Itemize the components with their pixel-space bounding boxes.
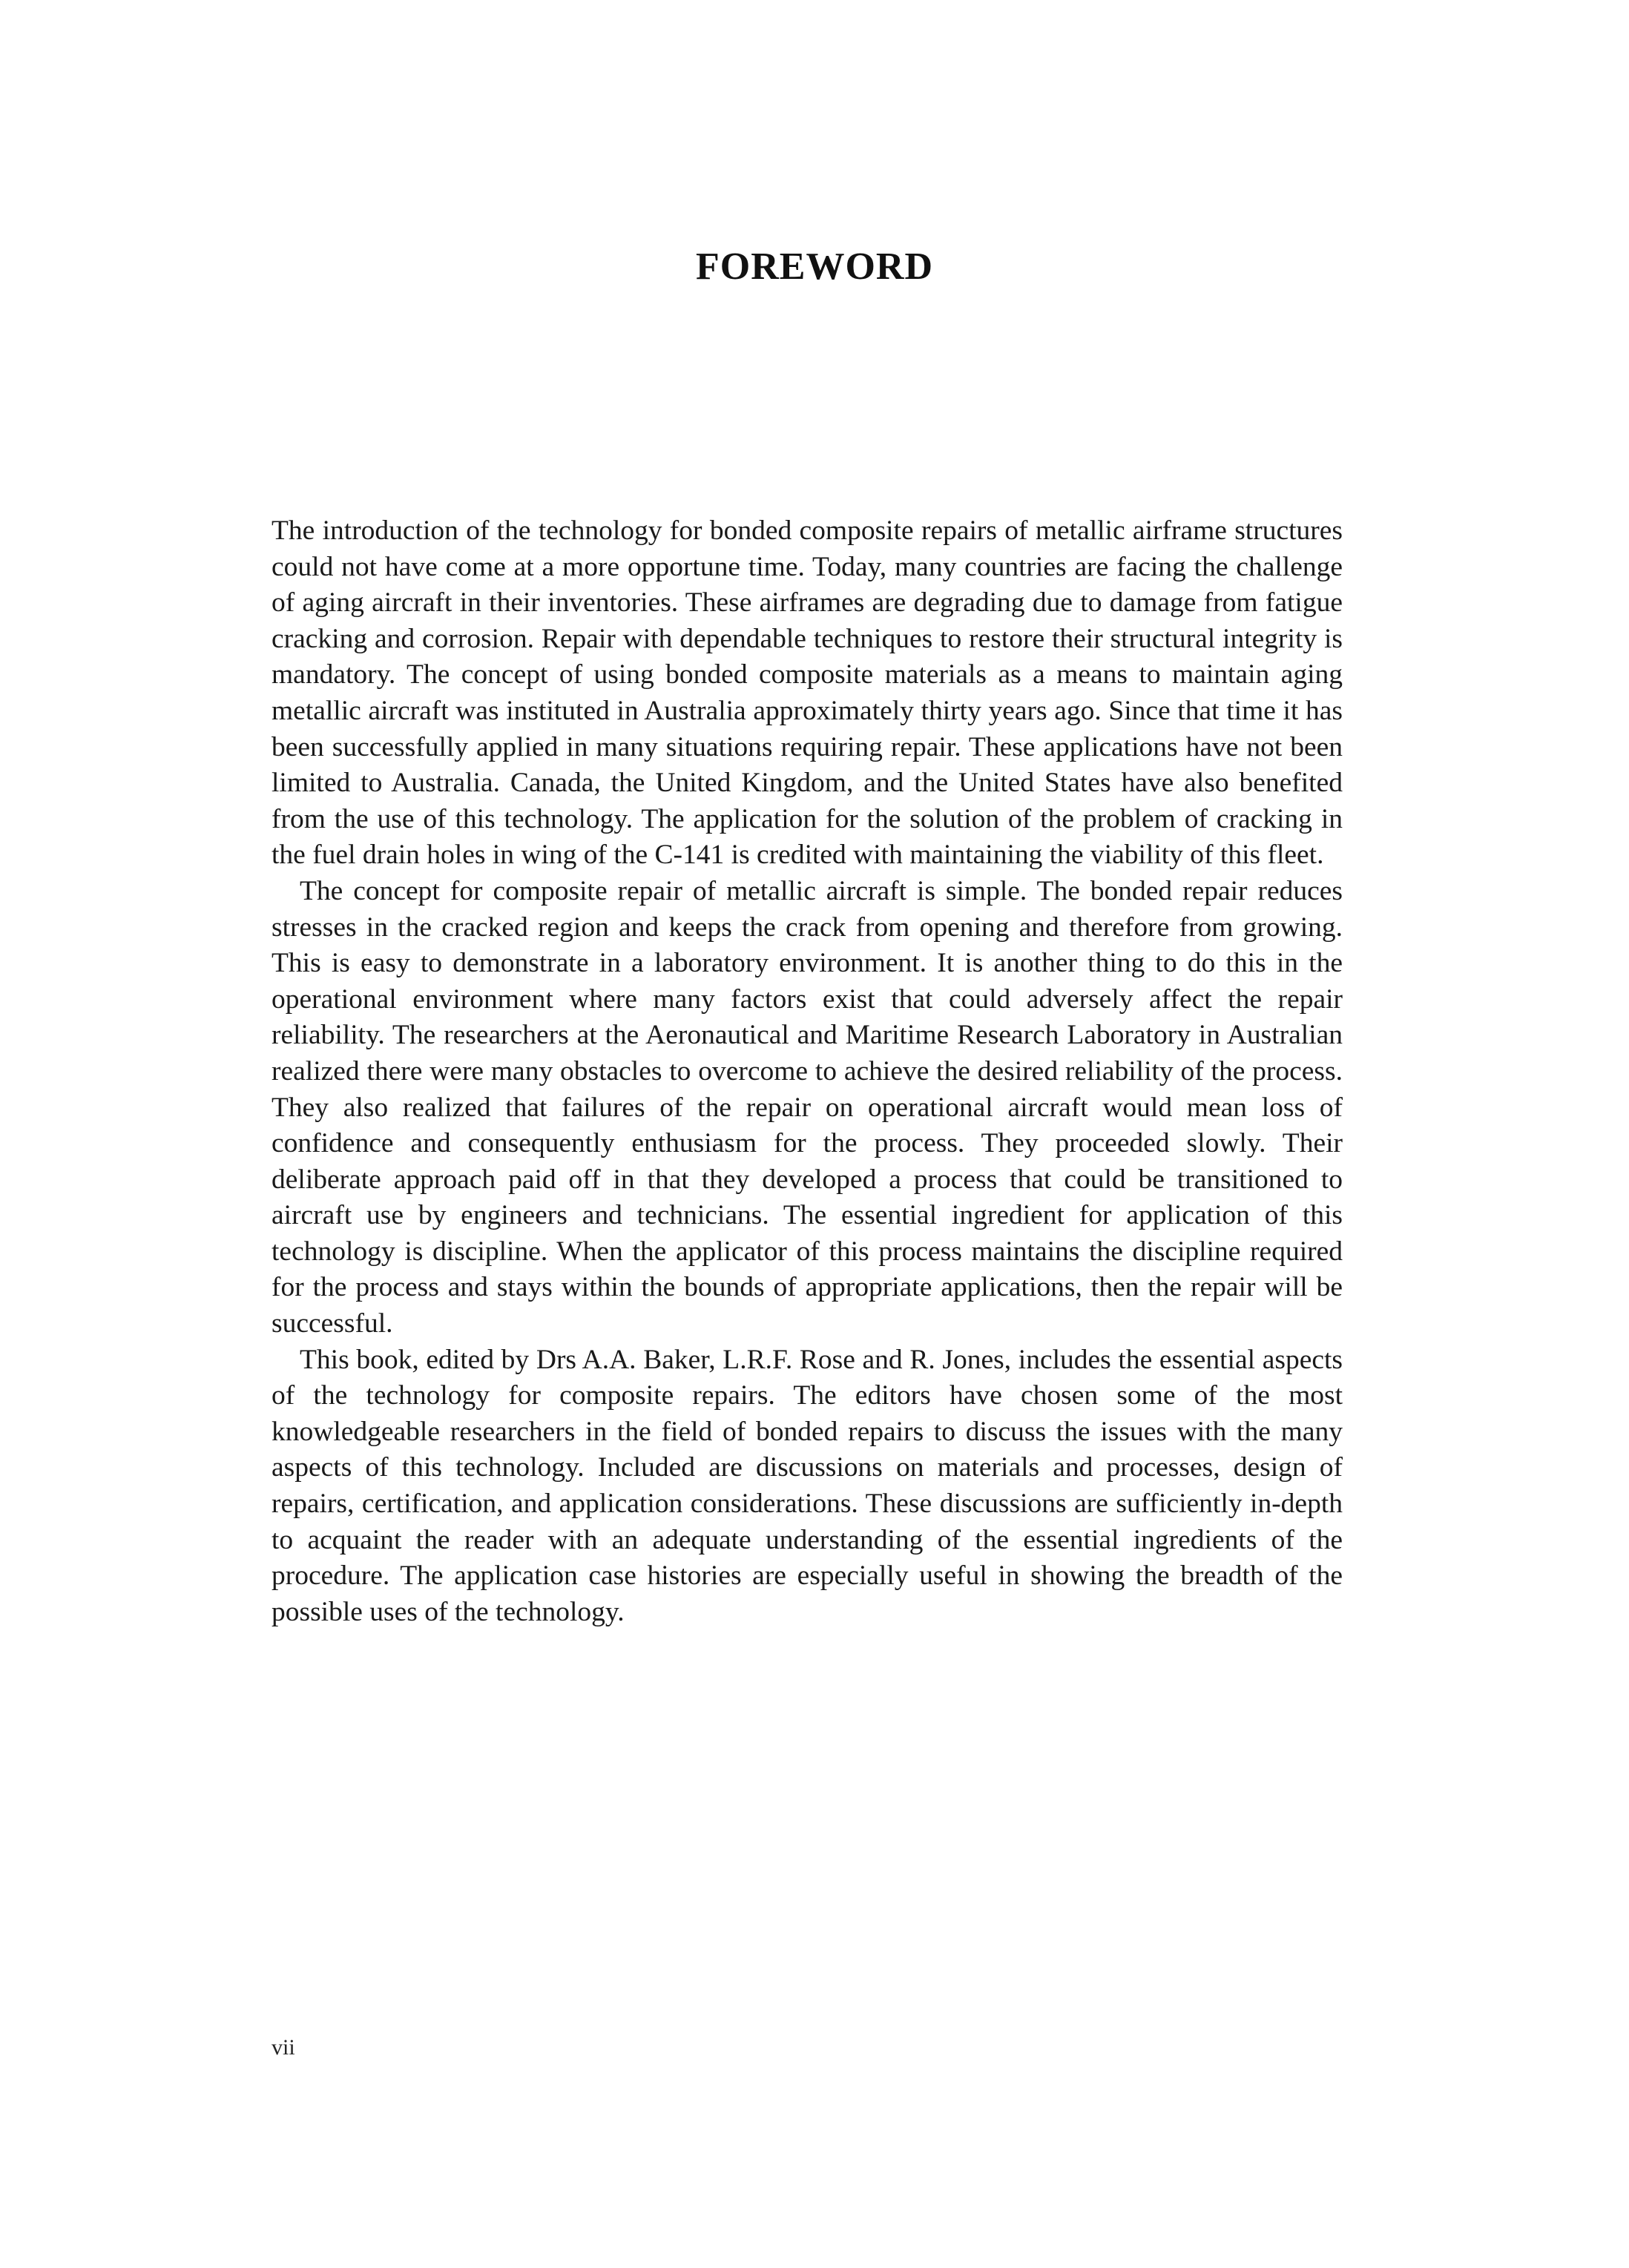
page-number: vii xyxy=(272,2035,295,2060)
paragraph-2: The concept for composite repair of metallic aircraft is simple. The bonded repair reduces stresses in the cracked region and keeps the crack from opening and therefore from growing. This is easy to demonstrate in a laboratory environment. It is another thing to do this in the operational environment where many factors exist that could adversely affect the repair reliability. The researchers at the Aeronautical and Maritime Research Laboratory in Australian realized there were many obstacles to overcome to achieve the desired reliability of the process. They also realized that failures of the repair on operational aircraft would mean loss of confidence and consequently enthusiasm for the process. They proceeded slowly. Their deliberate approach paid off in that they developed a process that could be transitioned to aircraft use by engineers and technicians. The essential ingredient for application of this technology is discipline. When the applicator of this process maintains the discipline required for the process and stays within the bounds of appropriate applications, then the repair will be successful. xyxy=(272,875,1343,1339)
page-title: FOREWORD xyxy=(696,245,933,288)
foreword-body xyxy=(272,513,1343,1630)
paragraph-1: The introduction of the technology for bonded composite repairs of metallic airframe structures could not have come at a more opportune time. Today, many countries are facing the challenge of aging aircraft in their inventories. These airframes are degrading due to damage from fatigue cracking and corrosion. Repair with dependable techniques to restore their structural integrity is mandatory. The concept of using bonded composite materials as a means to maintain aging metallic aircraft was instituted in Australia approximately thirty years ago. Since that time it has been successfully applied in many situations requiring repair. These applications have not been limited to Australia. Canada, the United Kingdom, and the United States have also benefited from the use of this technology. The application for the solution of the problem of cracking in the fuel drain holes in wing of the C-141 is credited with maintaining the viability of this fleet. xyxy=(272,515,1343,871)
paragraph-3: This book, edited by Drs A.A. Baker, L.R.F. Rose and R. Jones, includes the essential aspects of the technology for composite repairs. The editors have chosen some of the most knowledgeable researchers in the field of bonded repairs to discuss the issues with the many aspects of this technology. Included are discussions on materials and processes, design of repairs, certification, and application considerations. These discussions are sufficiently in-depth to acquaint the reader with an adequate understanding of the essential ingredients of the procedure. The application case histories are especially useful in showing the breadth of the possible uses of the technology. xyxy=(272,1344,1343,1627)
